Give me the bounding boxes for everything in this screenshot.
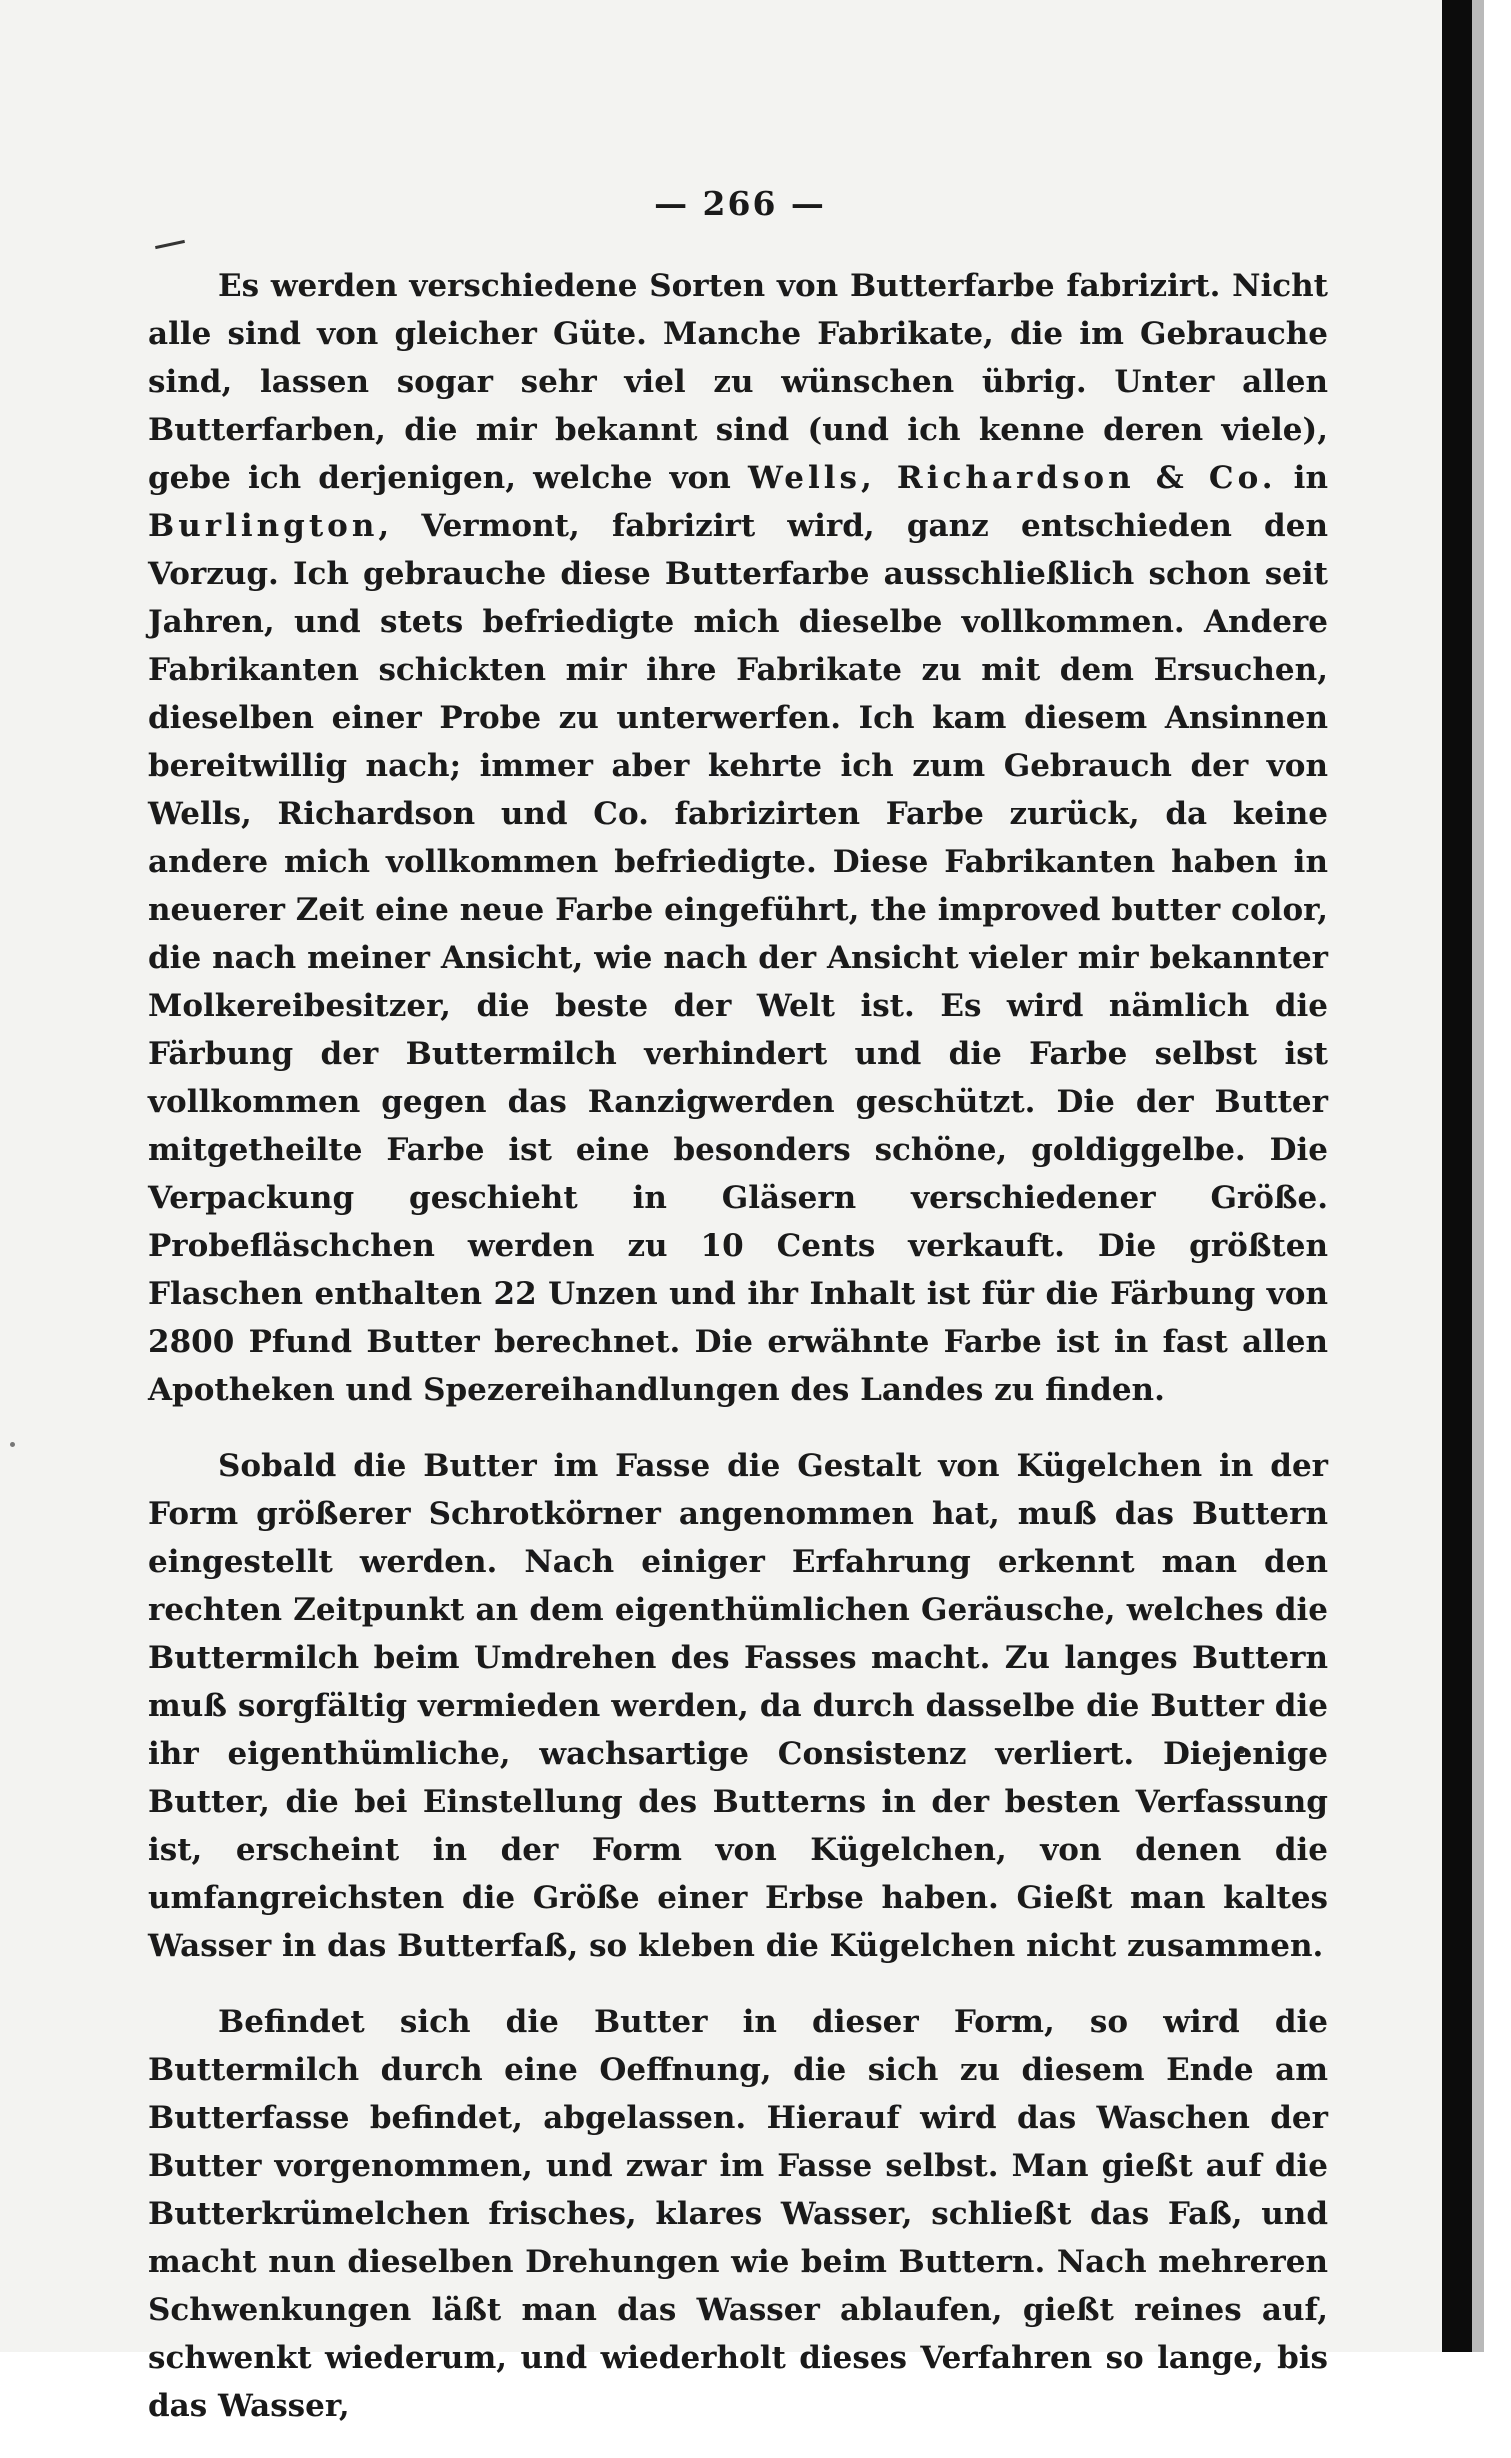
paragraph-buttern: Sobald die Butter im Fasse die Gestalt von Kügelchen in der Form größerer Schrotkörner angenommen hat, muß das Buttern eingestellt werden. Nach einiger Erfahrung erkennt man den rechten Zeitpunkt an dem eigenthümlichen Geräusche, welches die Buttermilch beim Umdrehen des Fasses macht. Zu langes Buttern muß sorgfältig vermieden werden, da durch dasselbe die Butter die ihr eigenthümliche, wachsartige Consistenz verliert. Diejenige Butter, die bei Einstellung des Butterns in der besten Verfassung ist, erscheint in der Form von Kügelchen, von denen die umfangreichsten die Größe einer Erbse haben. Gießt man kaltes Wasser in das Butterfaß, so kleben die Kügelchen nicht zusammen. — [148, 1448, 1328, 1964]
binding-shadow — [1442, 0, 1472, 2352]
paragraph-text: in — [1276, 460, 1328, 496]
body-text — [148, 262, 1328, 2458]
paragraph-waschen: Befindet sich die Butter in dieser Form, so wird die Buttermilch durch eine Oeffnung, die sich zu diesem Ende am Butterfasse befindet, abgelassen. Hierauf wird das Waschen der Butter vorgenommen, und zwar im Fasse selbst. Man gießt auf die Butterkrümelchen frisches, klares Wasser, schließt das Faß, und macht nun dieselben Drehungen wie beim Buttern. Nach mehreren Schwenkungen läßt man das Wasser ablaufen, gießt reines auf, schwenkt wiederum, und wiederholt dieses Verfahren so lange, bis das Wasser, — [148, 2004, 1328, 2424]
paragraph-text: , Vermont, fabrizirt wird, ganz entschieden den Vorzug. Ich gebrauche diese Butterfarbe ausschließlich schon seit Jahren, und stets befriedigte mich dieselbe vollkommen. Andere Fabrikanten schickten mir ihre Fabrikate zu mit dem Ersuchen, dieselben einer Probe zu unterwerfen. Ich kam diesem Ansinnen bereitwillig nach; immer aber kehrte ich zum Gebrauch der von Wells, Richardson und Co. fabrizirten Farbe zurück, da keine andere mich vollkommen befriedigte. Diese Fabrikanten haben in neuerer Zeit eine neue Farbe eingeführt, the improved butter color, die nach meiner Ansicht, wie nach der Ansicht vieler mir bekannter Molkereibesitzer, die beste der Welt ist. Es wird nämlich die Färbung der Buttermilch verhindert und die Farbe selbst ist vollkommen gegen das Ranzigwerden geschützt. Die der Butter mitgetheilte Farbe ist eine besonders schöne, goldiggelbe. Die Verpackung geschieht in Gläsern verschiedener Größe. Probefläschchen werden zu 10 Cents verkauft. Die größten Flaschen enthalten 22 Unzen und ihr Inhalt ist für die Färbung von 2800 Pfund Butter berechnet. Die erwähnte Farbe ist in fast allen Apotheken und Spezereihandlungen des Landes zu finden. — [148, 508, 1328, 1408]
margin-speck — [10, 1442, 15, 1447]
paragraph-text: Es werden verschiedene Sorten von Butterfarbe fabrizirt. Nicht alle sind von gleicher Güte. Manche Fabrikate, die im Gebrauche sind, lassen sogar sehr viel zu wünschen übrig. Unter allen Butterfarben, die mir bekannt sind (und ich kenne deren viele), gebe ich derjenigen, welche von — [148, 268, 1328, 496]
place-name: Burlington — [148, 508, 379, 544]
print-mark — [155, 240, 185, 249]
page-number: — 266 — — [654, 184, 826, 223]
manufacturer-name: Wells, Richardson & Co. — [747, 460, 1277, 496]
scan-margin — [1484, 0, 1511, 2352]
page-edge — [1472, 0, 1484, 2352]
paragraph-butterfarbe — [148, 262, 1328, 1414]
